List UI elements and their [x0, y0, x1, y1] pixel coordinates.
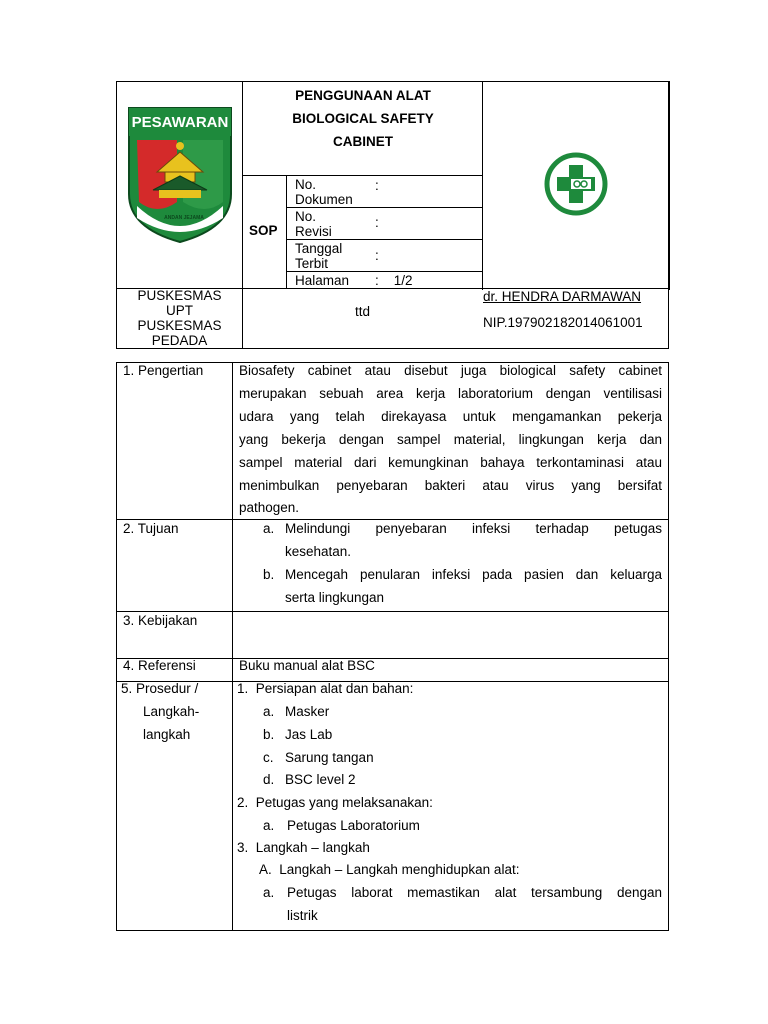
prosedur-item: listrik	[287, 908, 318, 923]
pengertian-line: sampel material dari kemungkinan bahaya terkontaminasi atau	[239, 455, 662, 470]
section-label-kebijakan: 3. Kebijakan	[123, 613, 198, 628]
pengertian-line: pathogen.	[239, 500, 300, 515]
table-divider	[116, 658, 669, 659]
prosedur-item: Jas Lab	[285, 727, 333, 742]
prosedur-substep: A. Langkah – Langkah menghidupkan alat:	[259, 862, 520, 877]
prosedur-item: Masker	[285, 704, 330, 719]
list-marker: b.	[263, 567, 275, 582]
table-divider	[116, 611, 669, 612]
pengertian-line: menimbulkan penyebaran bakteri atau virus yang bersifat	[239, 478, 662, 493]
meta-label-no-dokumen: No. Dokumen	[295, 177, 353, 207]
prosedur-step: 1. Persiapan alat dan bahan:	[237, 681, 414, 696]
prosedur-item: Sarung tangan	[285, 750, 374, 765]
header-divider	[286, 271, 483, 272]
official-name: dr. HENDRA DARMAWAN	[483, 289, 642, 304]
meta-label-no-revisi: No. Revisi	[295, 209, 332, 239]
meta-value: :	[375, 178, 379, 193]
doc-title-line: PENGGUNAAN ALAT	[295, 88, 431, 103]
logo-motto: ANDAN JEJAMA	[164, 215, 204, 221]
pengertian-line: Biosafety cabinet atau disebut juga biological safety cabinet	[239, 363, 662, 378]
tujuan-item-line: Mencegah penularan infeksi pada pasien dan keluarga	[285, 567, 662, 582]
prosedur-step: 2. Petugas yang melaksanakan:	[237, 795, 433, 810]
org-name: PUSKESMAS UPT PUSKESMAS PEDADA	[137, 288, 222, 348]
section-label-prosedur: 5. Prosedur /	[121, 681, 199, 696]
tujuan-item-line: kesehatan.	[285, 544, 352, 559]
prosedur-item: Petugas Laboratorium	[287, 818, 420, 833]
meta-label-halaman: Halaman	[295, 273, 350, 288]
meta-value-halaman: : 1/2	[375, 273, 413, 288]
prosedur-step: 3. Langkah – langkah	[237, 840, 370, 855]
pengertian-line: merupakan sebuah area kerja laboratorium dengan ventilisasi	[239, 386, 662, 401]
referensi-text: Buku manual alat BSC	[239, 658, 375, 673]
list-marker: a.	[263, 704, 275, 719]
meta-value: :	[375, 248, 379, 263]
tujuan-item-line: serta lingkungan	[285, 590, 385, 605]
section-label-pengertian: 1. Pengertian	[123, 363, 204, 378]
list-marker: c.	[263, 750, 274, 765]
header-divider	[242, 175, 483, 176]
list-marker: a.	[263, 818, 275, 833]
header-divider	[482, 81, 483, 290]
list-marker: a.	[263, 885, 275, 900]
official-nip: NIP.197902182014061001	[483, 315, 643, 330]
signature-ttd: ttd	[354, 304, 370, 319]
header-divider	[286, 239, 483, 240]
health-cross-logo	[543, 151, 609, 217]
doc-title-line: CABINET	[333, 134, 393, 149]
prosedur-item: BSC level 2	[285, 772, 356, 787]
pengertian-line: yang bekerja dengan sampel material, lingkungan kerja dan	[239, 432, 662, 447]
content-table	[116, 362, 669, 931]
list-marker: a.	[263, 521, 275, 536]
list-marker: b.	[263, 727, 275, 742]
section-label-prosedur: langkah	[143, 727, 191, 742]
header-divider	[669, 81, 670, 290]
table-divider	[116, 519, 669, 520]
prosedur-item: Petugas laborat memastikan alat tersambung dengan	[287, 885, 662, 900]
meta-label-tanggal-terbit: Tanggal Terbit	[295, 241, 343, 271]
tujuan-item-line: Melindungi penyebaran infeksi terhadap petugas	[285, 521, 662, 536]
logo-text: PESAWARAN	[131, 114, 229, 131]
header-divider	[286, 207, 483, 208]
section-label-tujuan: 2. Tujuan	[123, 521, 179, 536]
table-divider	[232, 362, 233, 931]
meta-value: :	[375, 215, 379, 230]
section-label-referensi: 4. Referensi	[123, 658, 196, 673]
doc-title-line: BIOLOGICAL SAFETY	[292, 111, 434, 126]
pengertian-line: udara yang telah direkayasa untuk mengamankan pekerja	[239, 409, 662, 424]
sop-label: SOP	[249, 223, 278, 238]
section-label-prosedur: Langkah-	[143, 704, 200, 719]
list-marker: d.	[263, 772, 275, 787]
